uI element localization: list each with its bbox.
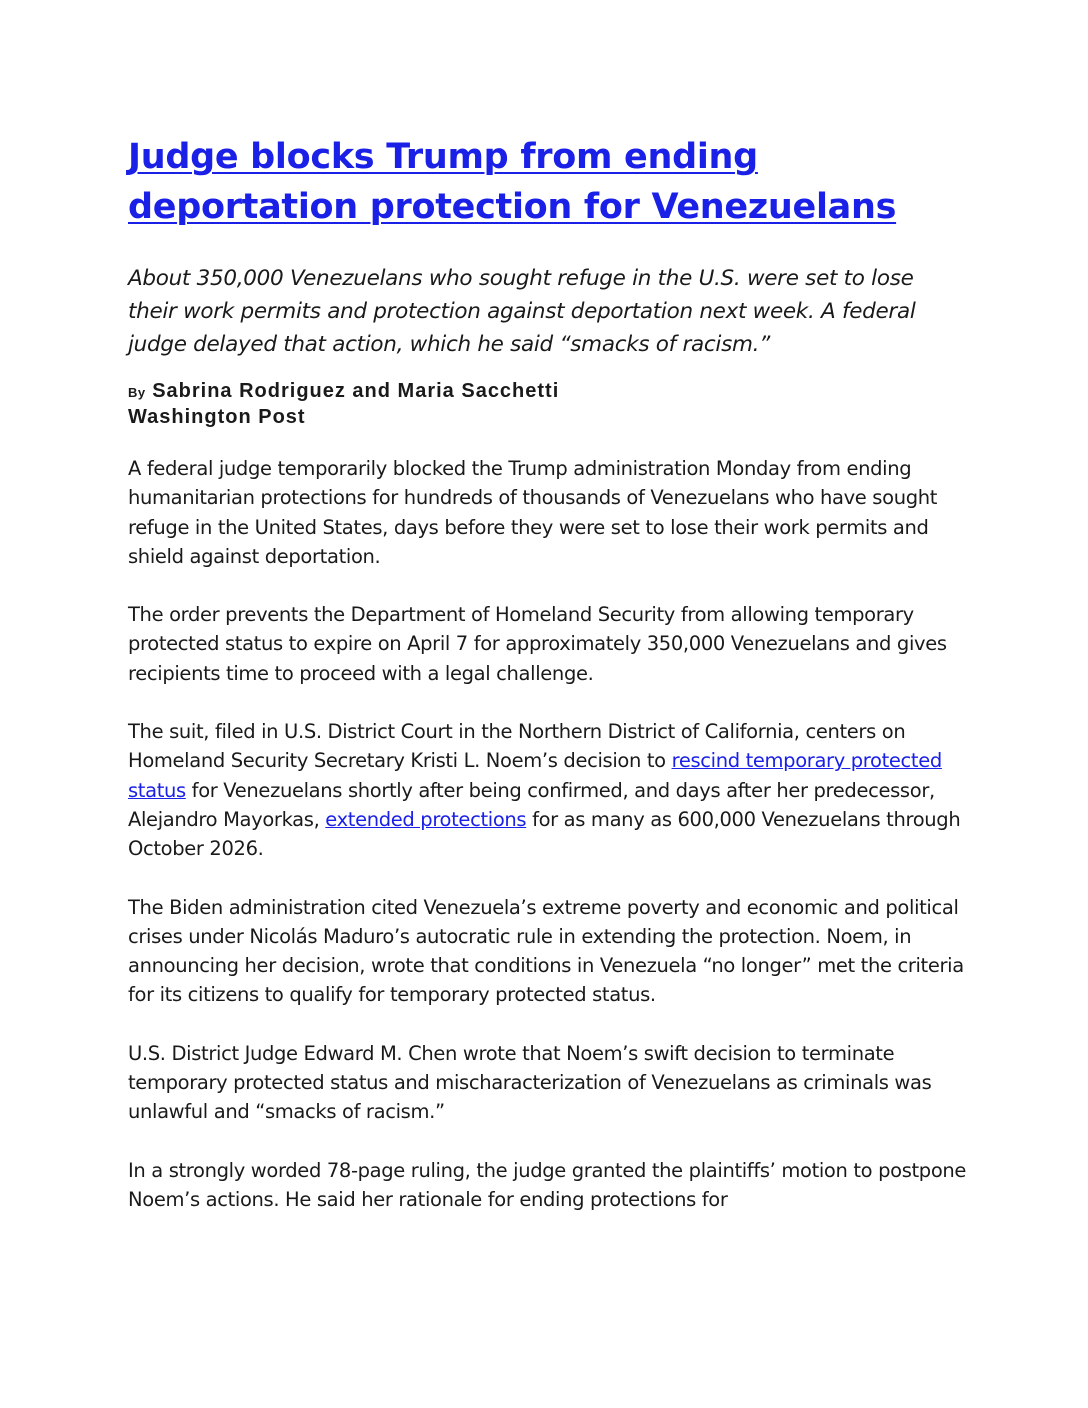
extended-protections-link[interactable]: extended protections (325, 807, 527, 831)
paragraph-3 (128, 717, 968, 863)
byline-prefix: By (128, 385, 146, 400)
paragraph-2: The order prevents the Department of Homeland Security from allowing temporary protected status to expire on April 7 for approximately 350,000 Venezuelans and gives recipients time to proceed with a legal challenge. (128, 603, 947, 685)
article (128, 132, 968, 1243)
headline-link[interactable]: Judge blocks Trump from ending deportation protection for Venezuelans (128, 137, 897, 227)
byline-outlet: Washington Post (128, 406, 306, 428)
article-body (128, 454, 968, 1214)
subheadline: About 350,000 Venezuelans who sought refuge in the U.S. were set to lose their work permits and protection against deportation next week. A federal judge delayed that action, which he said “smacks of racism.” (128, 266, 916, 357)
paragraph-4: The Biden administration cited Venezuela’s extreme poverty and economic and political crises under Nicolás Maduro’s autocratic rule in extending the protection. Noem, in announcing her decision, wrote that conditions in Venezuela “no longer” met the criteria for its citizens to qualify for temporary protected status. (128, 895, 964, 1007)
paragraph-3-text-1: The suit, filed in U.S. District Court in the Northern District of California, centers on Homeland Security Secretary Kristi L. Noem’s decision to (128, 720, 906, 773)
paragraph-3-text-3: for as many as 600,000 Venezuelans through October 2026. (128, 807, 961, 861)
paragraph-1: A federal judge temporarily blocked the Trump administration Monday from ending humanitarian protections for hundreds of thousands of Venezuelans who have sought refuge in the United States, days before they were set to lose their work permits and shield against deportation. (128, 457, 938, 568)
paragraph-5: U.S. District Judge Edward M. Chen wrote that Noem’s swift decision to terminate temporary protected status and mischaracterization of Venezuelans as criminals was unlawful and “smacks of racism.” (128, 1041, 932, 1124)
byline-authors: Sabrina Rodriguez and Maria Sacchetti (152, 380, 560, 402)
paragraph-3-text-2: for Venezuelans shortly after being confirmed, and days after her predecessor, Alejandro Mayorkas, (128, 778, 935, 831)
headline (128, 132, 968, 232)
rescind-tps-link[interactable]: rescind temporary protected status (128, 749, 942, 802)
byline (128, 379, 968, 430)
paragraph-6: In a strongly worded 78-page ruling, the judge granted the plaintiffs’ motion to postpone Noem’s actions. He said her rationale for ending protections for (128, 1158, 967, 1211)
